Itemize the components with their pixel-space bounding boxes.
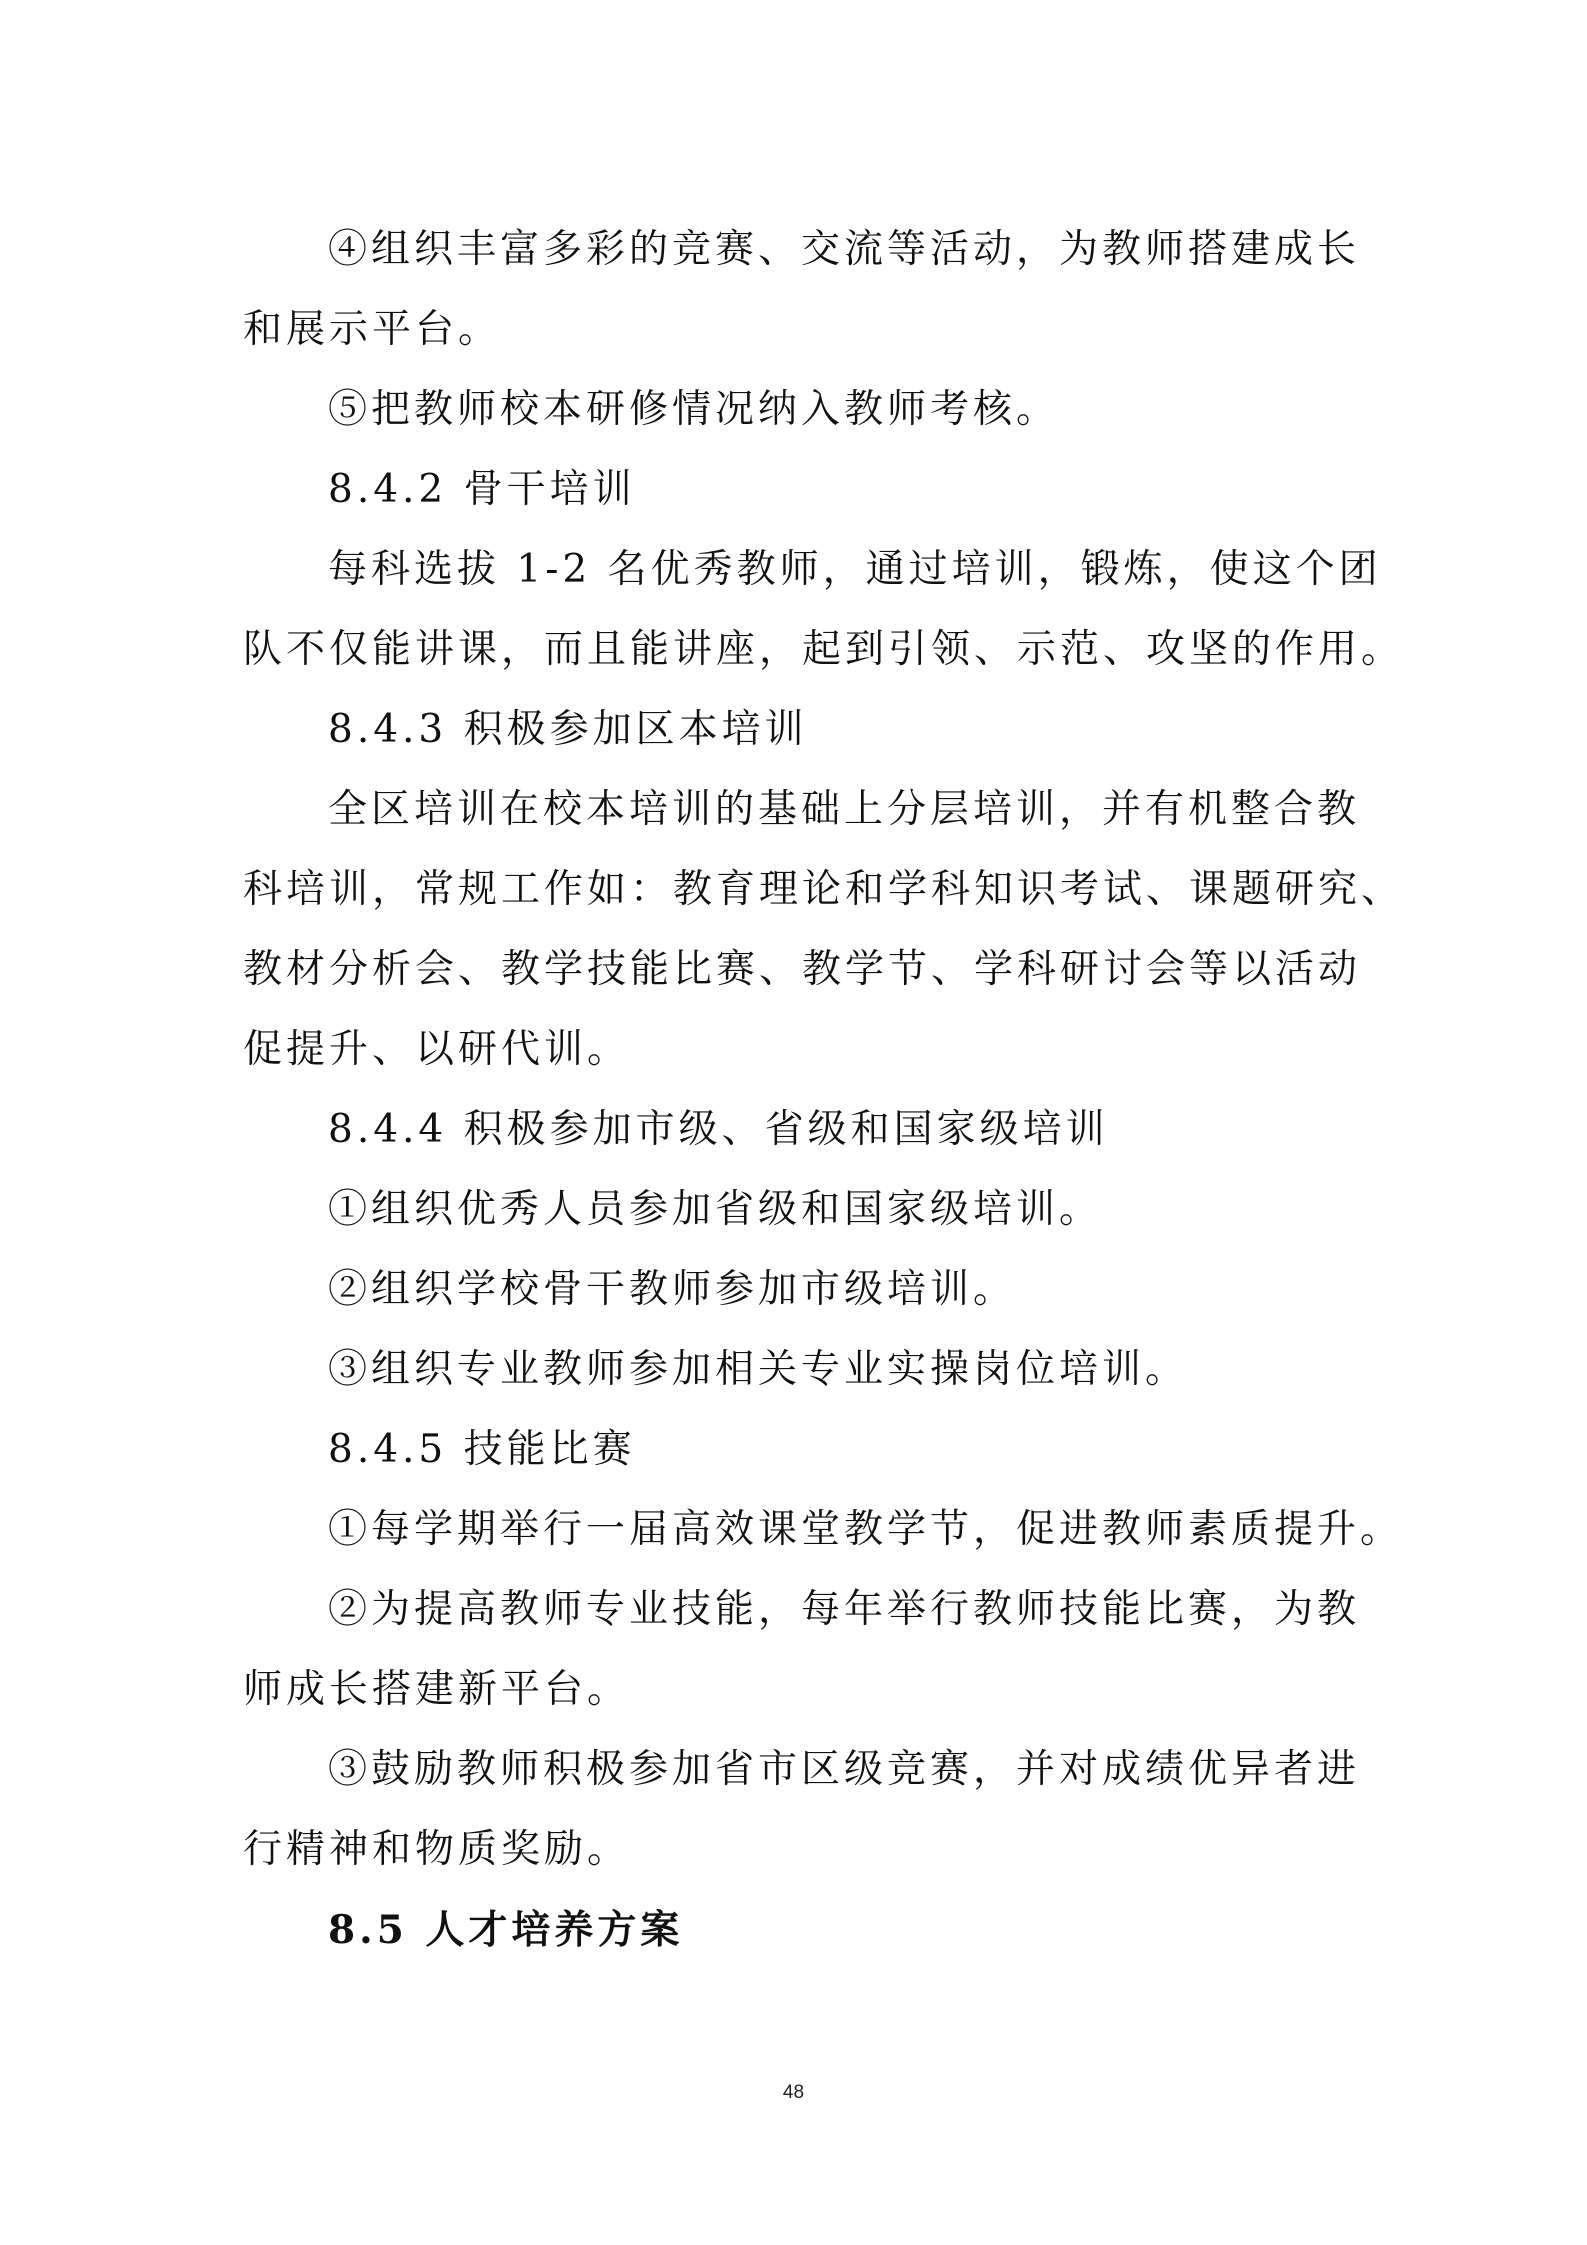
chapter-heading: 8.5 人才培养方案 bbox=[328, 1907, 684, 1953]
section-heading: 8.4.4 积极参加市级、省级和国家级培训 bbox=[328, 1107, 1109, 1152]
paragraph-line: 全区培训在校本培训的基础上分层培训，并有机整合教 bbox=[328, 787, 1361, 832]
paragraph-line: ③鼓励教师积极参加省市区级竞赛，并对成绩优异者进 bbox=[328, 1747, 1361, 1792]
paragraph-line: 教材分析会、教学技能比赛、教学节、学科研讨会等以活动 bbox=[243, 947, 1362, 992]
paragraph-line: 行精神和物质奖励。 bbox=[243, 1827, 631, 1872]
paragraph-line: ②组织学校骨干教师参加市级培训。 bbox=[328, 1267, 1017, 1312]
section-heading: 8.4.3 积极参加区本培训 bbox=[328, 707, 808, 752]
paragraph-line: ④组织丰富多彩的竞赛、交流等活动，为教师搭建成长 bbox=[328, 227, 1361, 272]
paragraph-line: 促提升、以研代训。 bbox=[243, 1027, 631, 1072]
page-body bbox=[243, 210, 1405, 1970]
paragraph-line: 和展示平台。 bbox=[243, 307, 502, 352]
paragraph-line: ⑤把教师校本研修情况纳入教师考核。 bbox=[328, 387, 1060, 432]
section-heading: 8.4.2 骨干培训 bbox=[328, 467, 636, 512]
paragraph-line: ①组织优秀人员参加省级和国家级培训。 bbox=[328, 1187, 1103, 1232]
paragraph-line: 队不仅能讲课，而且能讲座，起到引领、示范、攻坚的作用。 bbox=[243, 627, 1405, 672]
paragraph-line: ③组织专业教师参加相关专业实操岗位培训。 bbox=[328, 1347, 1189, 1392]
section-heading: 8.4.5 技能比赛 bbox=[328, 1427, 636, 1472]
paragraph-line: ①每学期举行一届高效课堂教学节，促进教师素质提升。 bbox=[328, 1507, 1404, 1552]
paragraph-line: 科培训，常规工作如：教育理论和学科知识考试、课题研究、 bbox=[243, 867, 1405, 912]
page-number: 48 bbox=[782, 2082, 805, 2103]
paragraph-line: 每科选拔 1-2 名优秀教师，通过培训，锻炼，使这个团 bbox=[328, 547, 1382, 592]
paragraph-line: 师成长搭建新平台。 bbox=[243, 1667, 631, 1712]
paragraph-line: ②为提高教师专业技能，每年举行教师技能比赛，为教 bbox=[328, 1587, 1361, 1632]
